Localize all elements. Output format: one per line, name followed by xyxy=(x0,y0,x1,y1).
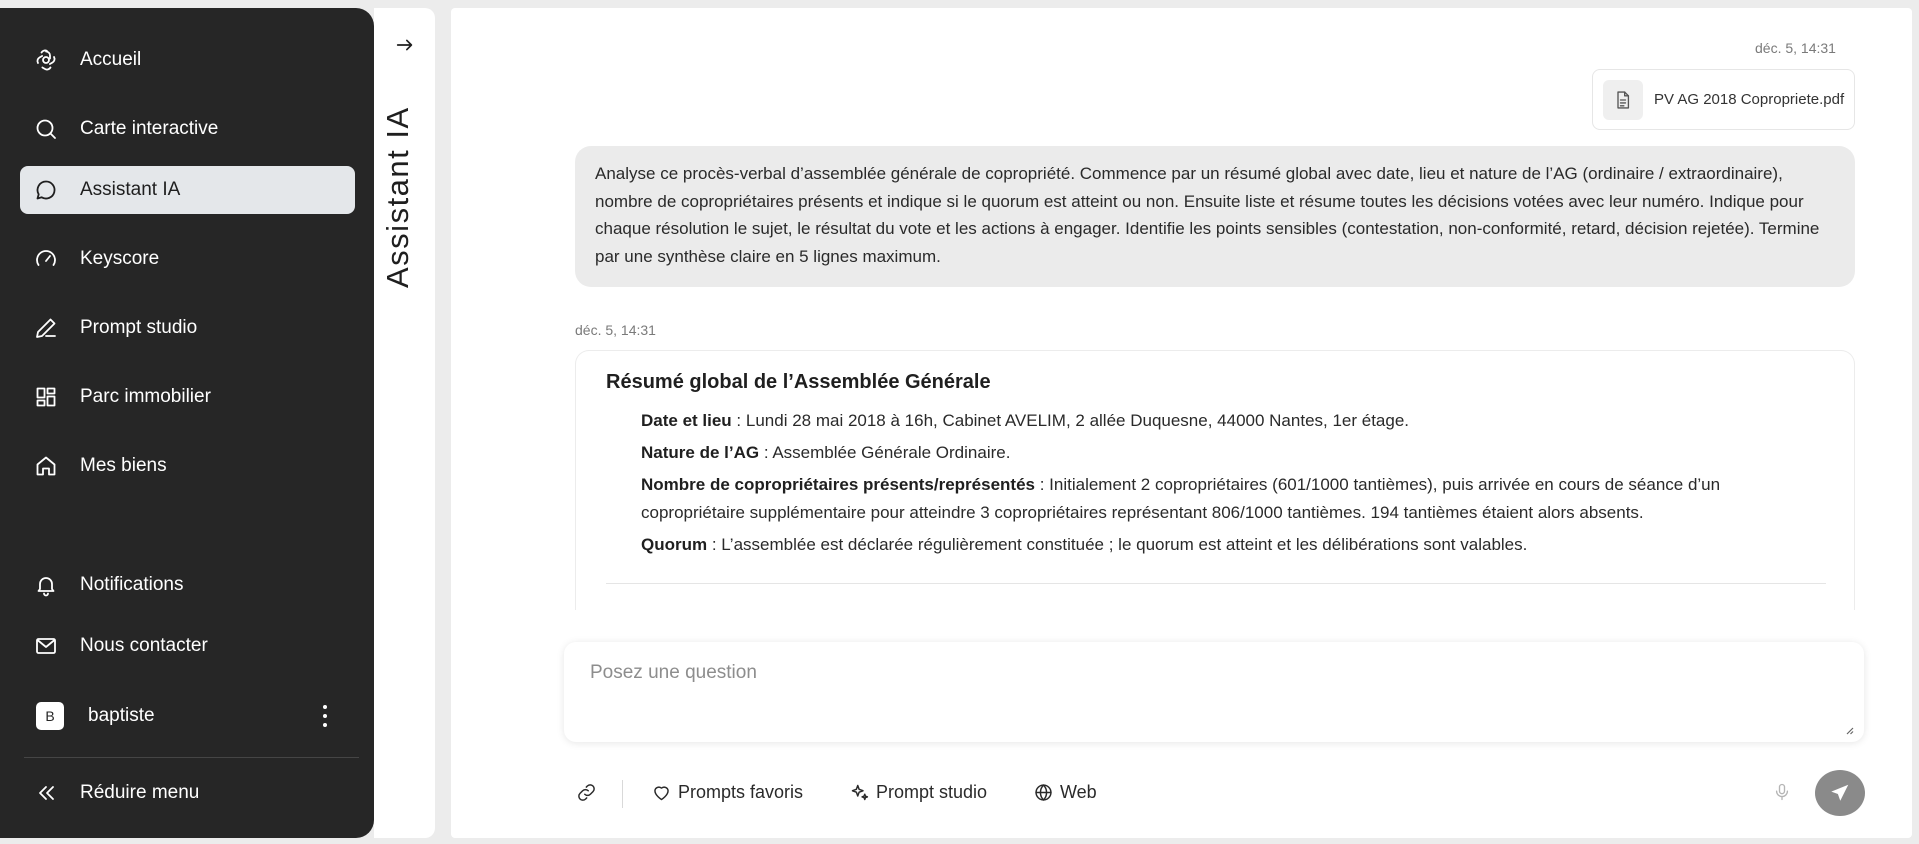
home-icon xyxy=(34,454,58,478)
list-item-text: : L’assemblée est déclarée régulièrement constituée ; le quorum est atteint et les délibérations sont valables. xyxy=(707,535,1528,554)
heart-icon xyxy=(651,782,672,803)
sidebar-item-carte-interactive[interactable] xyxy=(20,105,355,153)
send-icon xyxy=(1829,782,1851,804)
chat-bubble-icon xyxy=(34,178,58,202)
answer-heading: Résumé global de l’Assemblée Générale xyxy=(606,371,991,393)
sidebar-item-label: Assistant IA xyxy=(80,179,181,200)
sidebar-item-mes-biens[interactable] xyxy=(20,442,355,490)
panel-title: Assistant IA xyxy=(380,106,415,288)
list-item-label: Quorum xyxy=(641,535,708,554)
message-timestamp: déc. 5, 14:31 xyxy=(575,322,656,338)
attachment-chip[interactable] xyxy=(1592,69,1855,130)
mail-icon xyxy=(34,634,58,658)
list-item xyxy=(641,407,1811,435)
sidebar-item-assistant-ia[interactable] xyxy=(20,166,355,214)
web-button[interactable] xyxy=(1033,768,1097,816)
user-name: baptiste xyxy=(88,705,155,726)
divider xyxy=(606,583,1826,584)
openai-logo-icon xyxy=(34,48,58,72)
collapse-menu-button[interactable] xyxy=(20,769,355,817)
button-label: Web xyxy=(1060,781,1097,802)
list-item xyxy=(641,439,1811,467)
sidebar-item-prompt-studio[interactable] xyxy=(20,304,355,352)
list-item-label: Nature de l’AG xyxy=(641,443,760,462)
answer-list xyxy=(641,407,1811,563)
resize-handle-icon[interactable] xyxy=(1844,722,1854,732)
sidebar-item-notifications[interactable] xyxy=(20,561,355,609)
sidebar-item-label: Carte interactive xyxy=(80,118,219,139)
chat-panel xyxy=(451,8,1912,838)
double-chevron-left-icon xyxy=(34,781,58,805)
prompts-favoris-button[interactable] xyxy=(651,768,803,816)
sidebar-item-keyscore[interactable] xyxy=(20,235,355,283)
list-item-label: Nombre de copropriétaires présents/représentés xyxy=(641,475,1035,494)
sidebar-item-parc-immobilier[interactable] xyxy=(20,373,355,421)
attachment-filename: PV AG 2018 Copropriete.pdf xyxy=(1654,91,1845,108)
composer-toolbar xyxy=(564,768,1864,816)
attach-link-button[interactable] xyxy=(576,768,597,816)
button-label: Prompt studio xyxy=(876,781,988,802)
collapse-menu-label: Réduire menu xyxy=(80,782,200,803)
sidebar-item-label: Mes biens xyxy=(80,455,167,476)
sidebar-item-label: Notifications xyxy=(80,574,184,595)
gauge-icon xyxy=(34,247,58,271)
sidebar-item-label: Nous contacter xyxy=(80,635,208,656)
avatar: B xyxy=(36,702,64,730)
sidebar-item-nous-contacter[interactable] xyxy=(20,622,355,670)
list-item xyxy=(641,471,1811,527)
send-button[interactable] xyxy=(1815,770,1865,816)
document-icon xyxy=(1603,80,1643,120)
list-item-text: : Assemblée Générale Ordinaire. xyxy=(759,443,1011,462)
sidebar xyxy=(0,8,374,838)
list-item-text: : Initialement 2 copropriétaires (601/1000 tantièmes), puis arrivée en cours de séance d’un copropriétaire supplémentaire pour atteindre 3 copropriétaires représentant 806/1000 tantièmes. 194 tantièmes étaient alors absents. xyxy=(641,475,1721,522)
prompt-studio-button[interactable] xyxy=(849,768,987,816)
composer xyxy=(564,642,1864,742)
sidebar-item-label: Parc immobilier xyxy=(80,386,211,407)
sidebar-item-label: Keyscore xyxy=(80,248,160,269)
list-item xyxy=(641,531,1811,559)
sidebar-divider xyxy=(24,757,359,758)
toolbar-separator xyxy=(622,780,623,808)
list-item-label: Date et lieu xyxy=(641,411,732,430)
search-icon xyxy=(34,117,58,141)
grid-icon xyxy=(34,385,58,409)
assistant-message xyxy=(575,350,1855,610)
assistant-side-panel xyxy=(374,8,435,838)
user-message-bubble: Analyse ce procès-verbal d’assemblée générale de copropriété. Commence par un résumé global avec date, lieu et nature de l’AG (ordinaire / extraordinaire), nombre de copropriétaires présents et indique si le quorum est atteint ou non. Ensuite liste et résume toutes les décisions votées avec leur numéro. Indique pour chaque résolution le sujet, le résultat du vote et les actions à engager. Identifie les points sensibles (contestation, non-conformité, retard, décision rejetée). Termine par une synthèse claire en 5 lignes maximum. xyxy=(575,146,1855,287)
sidebar-item-accueil[interactable] xyxy=(20,36,355,84)
message-timestamp: déc. 5, 14:31 xyxy=(1755,40,1836,56)
question-input[interactable] xyxy=(564,642,1864,742)
button-label: Prompts favoris xyxy=(678,781,804,802)
sidebar-item-label: Prompt studio xyxy=(80,317,198,338)
user-profile[interactable] xyxy=(20,692,355,740)
link-icon xyxy=(576,782,597,803)
list-item-text: : Lundi 28 mai 2018 à 16h, Cabinet AVELIM, 2 allée Duquesne, 44000 Nantes, 1er étage. xyxy=(731,411,1410,430)
bell-icon xyxy=(34,573,58,597)
sidebar-item-label: Accueil xyxy=(80,49,142,70)
sparkles-icon xyxy=(849,782,870,803)
globe-icon xyxy=(1033,782,1054,803)
microphone-icon[interactable] xyxy=(1772,781,1794,803)
pencil-icon xyxy=(34,316,58,340)
arrow-right-icon[interactable] xyxy=(394,34,416,56)
more-options-icon[interactable] xyxy=(315,705,335,727)
